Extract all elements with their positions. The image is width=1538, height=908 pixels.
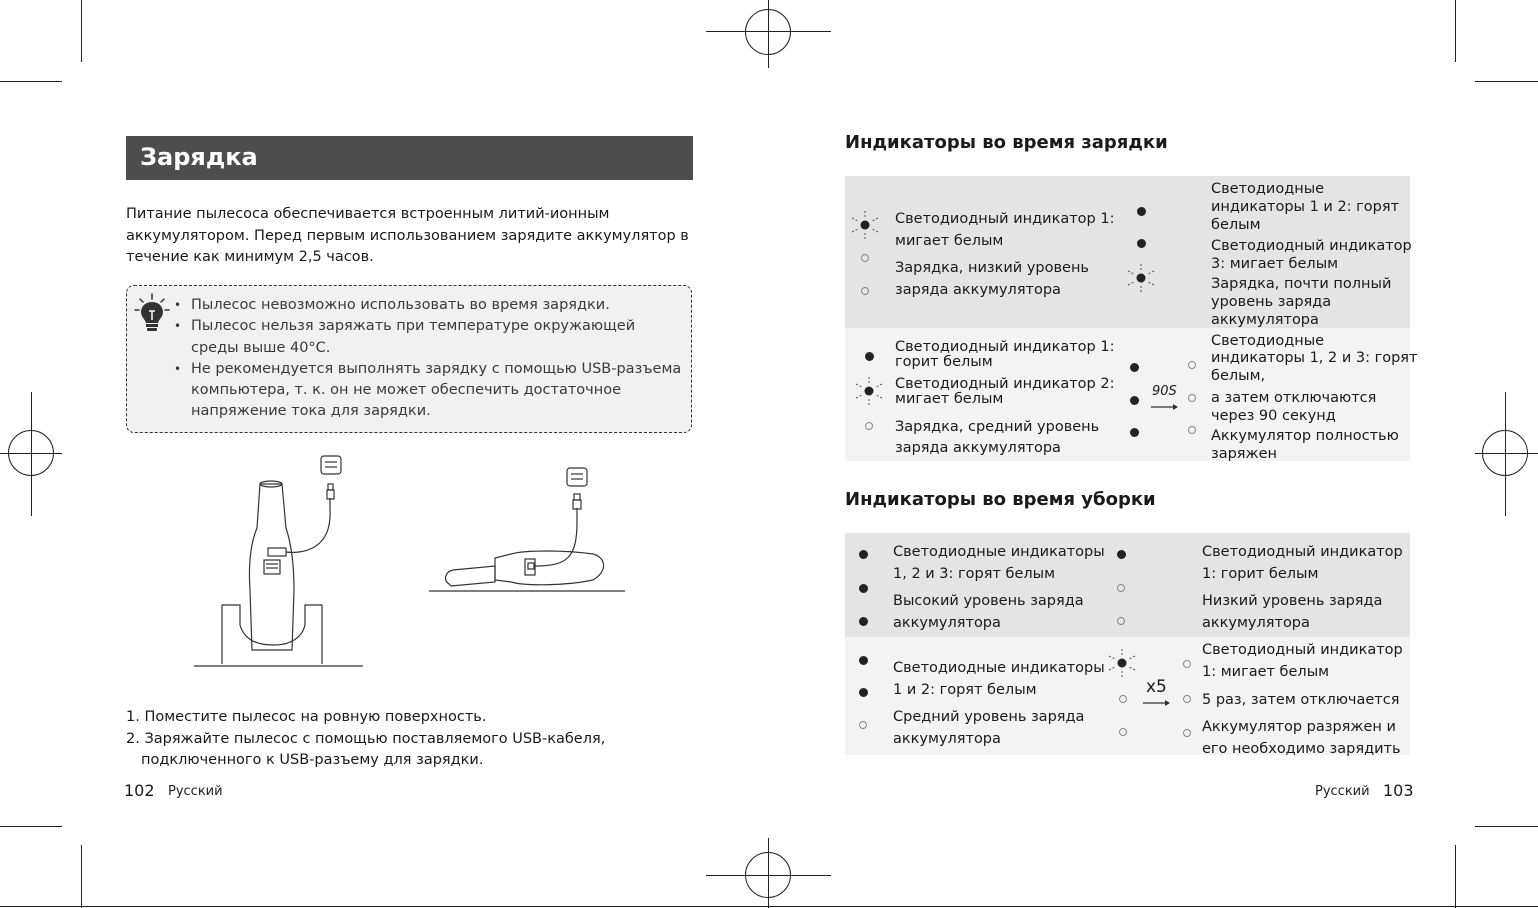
registration-mark [745,9,791,55]
step-item: 1. Поместите пылесос на ровную поверхность. [126,709,487,725]
indicator-text: Зарядка, низкий уровень [895,260,1089,276]
duration-label: 90S [1152,384,1177,399]
led-on-icon [859,656,868,665]
step-item-continued: подключенного к USB-разъему для зарядки. [141,752,484,768]
indicator-text: Светодиодные индикаторы [893,544,1105,560]
led-off-icon [865,422,873,430]
led-off-icon [1188,394,1196,402]
indicator-text: Светодиодный индикатор 1: [895,211,1115,227]
led-on-icon [1137,207,1146,216]
led-off-icon [1188,361,1196,369]
indicator-text: заряжен [1211,446,1277,462]
indicator-text: Аккумулятор полностью [1211,428,1399,444]
cleaning-indicators-title: Индикаторы во время уборки [845,489,1156,510]
led-off-icon [859,721,867,729]
intro-line: Питание пылесоса обеспечивается встроенным литий-ионным [126,206,610,222]
vacuum-upright-charging-illustration [190,450,370,670]
led-off-icon [1119,695,1127,703]
arrow-right-icon [1143,699,1171,707]
led-blinking-icon [854,376,884,406]
led-on-icon [1117,550,1126,559]
led-on-icon [859,688,868,697]
indicator-text: мигает белым [895,391,1004,407]
led-off-icon [1183,660,1191,668]
led-on-icon [865,352,874,361]
led-blinking-icon [850,210,880,240]
indicator-text: а затем отключаются [1211,390,1377,406]
page-language: Русский [1315,784,1370,799]
led-on-icon [859,617,868,626]
led-on-icon [859,550,868,559]
indicator-text: Светодиодный индикатор [1202,544,1403,560]
step-item: 2. Заряжайте пылесос с помощью поставляемого USB-кабеля, [126,730,606,747]
repeat-count-label: x5 [1146,677,1167,697]
led-on-icon [859,584,868,593]
steps-list [126,707,686,772]
registration-mark [1482,430,1528,476]
indicator-text: 5 раз, затем отключается [1202,692,1400,708]
indicator-text: заряда аккумулятора [895,282,1061,298]
intro-paragraph [126,204,691,269]
led-off-icon [861,287,869,295]
indicator-text: 3: мигает белым [1211,256,1339,272]
indicator-text: Светодиодный индикатор [1202,642,1403,658]
indicator-row [845,176,1410,328]
crop-mark [1455,845,1456,908]
indicator-text: Зарядка, средний уровень [895,419,1100,435]
indicator-text: заряда аккумулятора [895,440,1061,456]
led-off-icon [1119,728,1127,736]
led-blinking-icon [1107,648,1137,678]
indicator-text: индикаторы 1, 2 и 3: горят [1211,350,1418,366]
indicator-text: аккумулятора [893,731,1001,747]
crop-mark [0,81,62,82]
led-off-icon [1117,584,1125,592]
indicator-text: белым, [1211,368,1266,384]
indicator-text: Светодиодные [1211,333,1325,349]
tip-item: • Пылесос невозможно использовать во время зарядки. [174,295,684,316]
indicator-text: его необходимо зарядить [1202,741,1401,757]
indicator-text: 1 и 2: горят белым [893,682,1037,698]
led-off-icon [1183,729,1191,737]
crop-mark [81,845,82,908]
indicator-text: через 90 секунд [1211,408,1336,424]
indicator-text: Зарядка, почти полный [1211,276,1392,292]
indicator-row [845,533,1410,637]
indicator-text: горит белым [895,354,993,370]
crop-mark [1475,81,1538,82]
crop-mark [81,0,82,62]
indicator-row [845,637,1410,755]
indicator-text: Аккумулятор разряжен и [1202,719,1396,735]
indicator-text: 1, 2 и 3: горят белым [893,566,1056,582]
led-off-icon [1188,426,1196,434]
indicator-text: аккумулятора [1202,615,1310,631]
indicator-text: Светодиодные [1211,181,1325,197]
indicator-text: Светодиодный индикатор 1: [895,339,1115,355]
led-on-icon [1130,396,1139,405]
led-on-icon [1130,363,1139,372]
indicator-text: аккумулятора [1211,312,1319,328]
intro-line: аккумулятором. Перед первым использованием зарядите аккумулятор в [126,227,689,244]
arrow-right-icon [1151,403,1179,411]
indicator-text: 1: горит белым [1202,566,1319,582]
led-on-icon [1137,239,1146,248]
led-on-icon [1130,428,1139,437]
indicator-row [845,328,1418,462]
led-off-icon [1183,695,1191,703]
crop-mark [1455,0,1456,62]
indicator-text: Высокий уровень заряда [893,593,1084,609]
vacuum-horizontal-charging-illustration [425,462,630,597]
section-header [126,136,693,180]
tip-item: • Не рекомендуется выполнять зарядку с помощью USB-разъема компьютера, т. к. он не может обеспечить достаточное напряжение тока для зарядки. [174,359,684,423]
indicator-text: Светодиодный индикатор [1211,238,1412,254]
page-number: 103 [1383,781,1414,800]
led-off-icon [861,254,869,262]
charging-indicators-title: Индикаторы во время зарядки [845,132,1168,153]
indicator-text: Средний уровень заряда [893,709,1085,725]
led-blinking-icon [1126,263,1156,293]
indicator-text: Низкий уровень заряда [1202,593,1383,609]
indicator-text: аккумулятора [893,615,1001,631]
section-title: Зарядка [140,143,258,171]
page-number: 102 [124,781,155,800]
indicator-text: Светодиодный индикатор 2: [895,376,1115,392]
lightbulb-tip-icon [134,292,170,336]
crop-mark [0,826,62,827]
indicator-text: мигает белым [895,233,1004,249]
indicator-text: индикаторы 1 и 2: горят [1211,199,1400,215]
intro-line: течение как минимум 2,5 часов. [126,249,374,265]
led-off-icon [1117,617,1125,625]
crop-mark [0,906,1538,907]
indicator-text: уровень заряда [1211,294,1332,310]
indicator-text: Светодиодные индикаторы [893,660,1105,676]
registration-mark [745,852,791,898]
indicator-text: 1: мигает белым [1202,664,1330,680]
page-language: Русский [168,784,223,799]
registration-mark [8,430,54,476]
indicator-text: белым [1211,217,1261,233]
tip-item: • Пылесос нельзя заряжать при температуре окружающей среды выше 40°C. [174,316,684,359]
crop-mark [1475,826,1538,827]
tip-list [174,295,684,423]
